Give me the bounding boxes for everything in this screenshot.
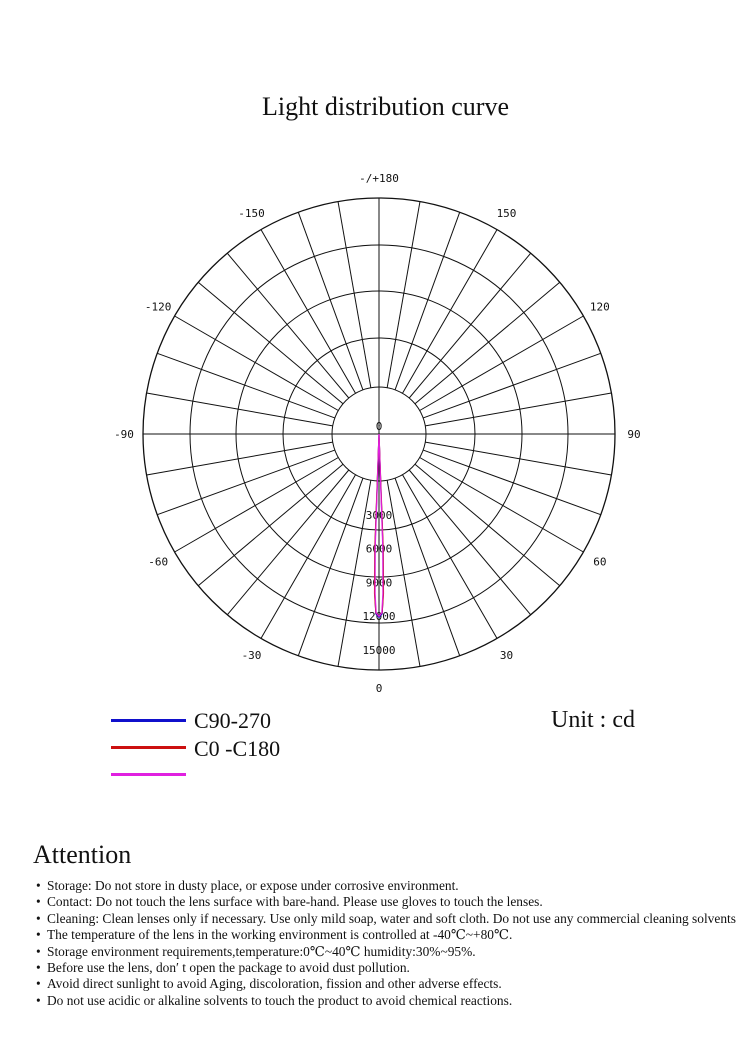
polar-spoke: [338, 202, 371, 388]
radial-tick-label: 6000: [365, 542, 393, 556]
angle-tick-label: -/+180: [359, 172, 399, 185]
attention-item: • Contact: Do not touch the lens surface with bare-hand. Please use gloves to touch the lenses.: [36, 894, 736, 910]
polar-spoke: [415, 282, 560, 403]
legend-swatch-third-series: [111, 773, 186, 776]
polar-chart: [0, 160, 750, 710]
polar-spoke: [423, 353, 601, 418]
angle-tick-label: 0: [375, 682, 383, 695]
angle-tick-label: -150: [238, 207, 265, 221]
angle-tick-label: -90: [114, 428, 134, 441]
polar-spoke: [147, 442, 333, 475]
attention-item: • The temperature of the lens in the working environment is controlled at -40℃~+80℃.: [36, 927, 736, 943]
unit-label: Unit : cd: [551, 707, 635, 733]
polar-spoke: [425, 393, 611, 426]
attention-title: Attention: [33, 840, 132, 869]
polar-spoke: [395, 212, 460, 390]
polar-spoke: [198, 282, 343, 403]
angle-tick-label: 30: [499, 648, 514, 662]
radial-tick-label: 0: [375, 420, 383, 433]
attention-list: [36, 878, 736, 1009]
attention-item: • Storage: Do not store in dusty place, or expose under corrosive environment.: [36, 878, 736, 894]
angle-tick-label: 90: [627, 428, 641, 441]
radial-tick-label: 3000: [365, 508, 393, 522]
legend-swatch-c0-c180: [111, 746, 186, 749]
radial-tick-label: 12000: [362, 610, 396, 624]
polar-spoke: [387, 202, 420, 388]
polar-spoke: [409, 253, 530, 398]
angle-tick-label: -30: [241, 648, 262, 662]
polar-spoke: [415, 464, 560, 585]
polar-spoke: [423, 450, 601, 515]
legend-label-c90-270: C90-270: [194, 708, 271, 733]
polar-spoke: [157, 450, 335, 515]
legend-label-c0-c180: C0 -C180: [194, 736, 281, 761]
polar-spoke: [227, 470, 348, 615]
attention-item: • Do not use acidic or alkaline solvents to touch the product to avoid chemical reactions.: [36, 993, 736, 1009]
attention-item: • Before use the lens, don′ t open the package to avoid dust pollution.: [36, 960, 736, 976]
polar-spoke: [198, 464, 343, 585]
angle-tick-label: 120: [589, 300, 610, 314]
angle-tick-label: 150: [496, 207, 517, 221]
attention-item: • Cleaning: Clean lenses only if necessary. Use only mild soap, water and soft cloth. Do not use any commercial cleaning solvents: [36, 911, 736, 927]
polar-spoke: [409, 470, 530, 615]
attention-item: • Storage environment requirements,temperature:0℃~40℃ humidity:30%~95%.: [36, 944, 736, 960]
chart-title: Light distribution curve: [262, 92, 509, 121]
angle-tick-label: -60: [148, 555, 169, 569]
attention-item: • Avoid direct sunlight to avoid Aging, discoloration, fission and other adverse effects.: [36, 976, 736, 992]
angle-tick-label: -120: [144, 300, 172, 314]
angle-tick-label: 60: [593, 555, 607, 569]
polar-spoke: [298, 212, 363, 390]
polar-spoke: [425, 442, 611, 475]
polar-spoke: [157, 353, 335, 418]
polar-spoke: [147, 393, 333, 426]
radial-tick-label: 9000: [365, 576, 393, 590]
radial-tick-label: 15000: [362, 644, 396, 657]
polar-spoke: [227, 253, 348, 398]
polar-spoke: [395, 478, 460, 656]
polar-spoke: [298, 478, 363, 656]
legend-swatch-c90-270: [111, 719, 186, 722]
